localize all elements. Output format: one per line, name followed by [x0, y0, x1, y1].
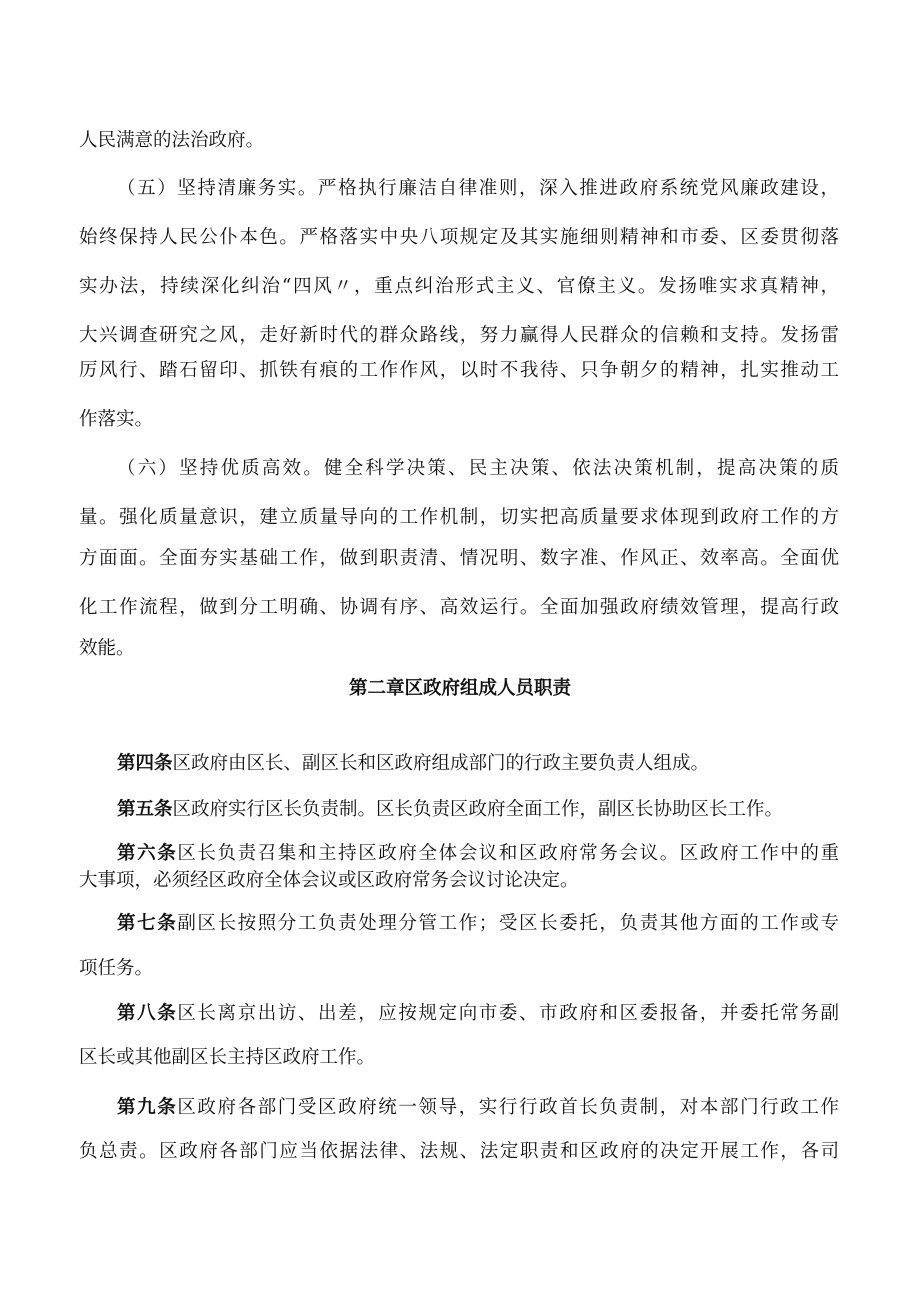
- article-line: [117, 751, 839, 777]
- article-line: [117, 1001, 839, 1027]
- article-label: 第六条: [117, 843, 178, 864]
- article-line: 负总责。区政府各部门应当依据法律、法规、法定职责和区政府的决定开展工作，各司: [79, 1141, 839, 1162]
- article-line: 大事项，必须经区政府全体会议或区政府常务会议讨论决定。: [79, 870, 579, 891]
- paragraph-line: 人民满意的法治政府。: [79, 130, 265, 151]
- article-text: 区政府各部门受区政府统一领导，实行行政首长负责制，对本部门行政工作: [177, 1097, 839, 1118]
- article-label: 第八条: [117, 1003, 178, 1024]
- article-text: 区政府实行区长负责制。区长负责区政府全面工作，副区长协助区长工作。: [172, 799, 784, 820]
- paragraph-line: 厉风行、踏石留印、抓铁有痕的工作作风，以时不我待、只争朝夕的精神，扎实推动工: [79, 360, 839, 381]
- paragraph-line: 效能。: [79, 638, 135, 659]
- article-line: [117, 1095, 839, 1121]
- article-label: 第九条: [117, 1097, 178, 1118]
- paragraph-line: 大兴调查研究之风，走好新时代的群众路线，努力赢得人民群众的信赖和支持。发扬雷: [79, 325, 839, 346]
- paragraph-line: （六）坚持优质高效。健全科学决策、民主决策、依法决策机制，提高决策的质: [117, 458, 839, 479]
- article-line: [117, 911, 839, 937]
- paragraph-line: 作落实。: [79, 409, 154, 430]
- article-label: 第四条: [117, 753, 173, 774]
- paragraph-line: 化工作流程，做到分工明确、协调有序、高效运行。全面加强政府绩效管理，提高行政: [79, 597, 839, 618]
- paragraph-line: 始终保持人民公仆本色。严格落实中央八项规定及其实施细则精神和市委、区委贯彻落: [79, 227, 839, 248]
- paragraph-line: （五）坚持清廉务实。严格执行廉洁自律准则，深入推进政府系统党风廉政建设，: [117, 178, 839, 199]
- paragraph-line: 方面面。全面夯实基础工作，做到职责清、情况明、数字准、作风正、效率高。全面优: [79, 548, 839, 569]
- paragraph-line: 量。强化质量意识，建立质量导向的工作机制，切实把高质量要求体现到政府工作的方: [79, 507, 839, 528]
- chapter-title: 第二章区政府组成人员职责: [348, 678, 571, 699]
- article-line: [117, 797, 839, 823]
- article-line: 项任务。: [79, 958, 154, 979]
- article-text: 区长离京出访、出差，应按规定向市委、市政府和区委报备，并委托常务副: [177, 1003, 839, 1024]
- article-text: 区政府由区长、副区长和区政府组成部门的行政主要负责人组成。: [172, 753, 710, 774]
- article-label: 第七条: [117, 913, 178, 934]
- article-label: 第五条: [117, 799, 173, 820]
- paragraph-line: 实办法，持续深化纠治“四风〃，重点纠治形式主义、官僚主义。发扬唯实求真精神，: [79, 276, 839, 297]
- article-line: 区长或其他副区长主持区政府工作。: [79, 1047, 376, 1068]
- article-line: [117, 841, 839, 867]
- article-text: 副区长按照分工负责处理分管工作；受区长委托，负责其他方面的工作或专: [177, 913, 839, 934]
- article-text: 区长负责召集和主持区政府全体会议和区政府常务会议。区政府工作中的重: [177, 843, 839, 864]
